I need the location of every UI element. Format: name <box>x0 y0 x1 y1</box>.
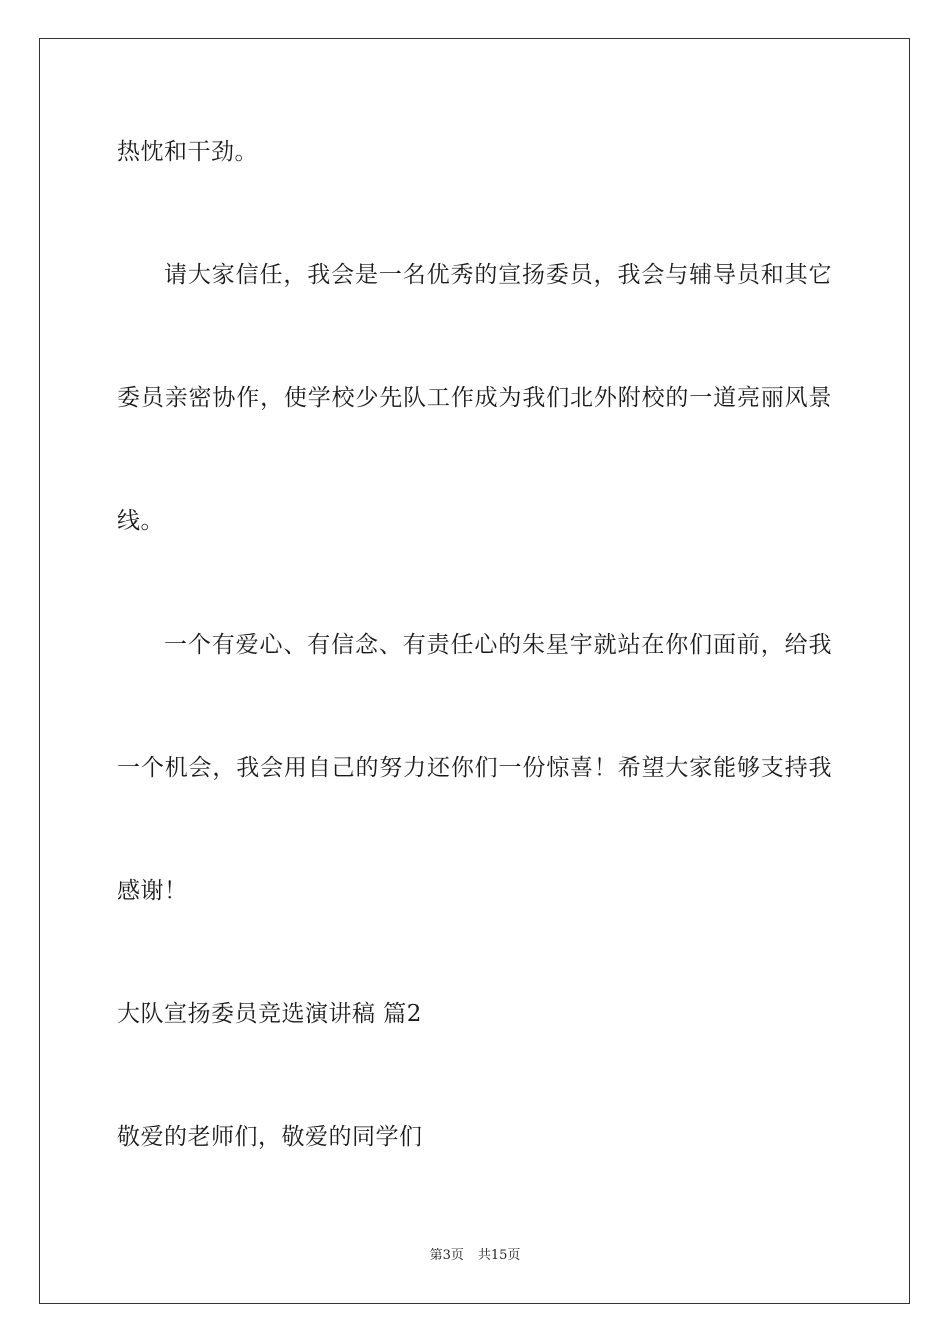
section-heading: 大队宣扬委员竞选演讲稿 篇2 <box>117 1001 422 1027</box>
page-border <box>39 38 910 1304</box>
text-line-2: 请大家信任，我会是一名优秀的宣扬委员，我会与辅导员和其它 <box>164 262 832 288</box>
text-line-6: 一个机会，我会用自己的努力还你们一份惊喜！希望大家能够支持我 <box>117 755 832 781</box>
text-line-7: 感谢！ <box>117 878 188 904</box>
page-number: 第3页 <box>429 1248 464 1263</box>
text-line-5: 一个有爱心、有信念、有责任心的朱星宇就站在你们面前，给我 <box>164 632 832 658</box>
salutation-line: 敬爱的老师们，敬爱的同学们 <box>117 1124 423 1150</box>
total-pages: 共15页 <box>477 1248 521 1263</box>
text-line-1: 热忱和干劲。 <box>117 139 258 165</box>
text-line-3: 委员亲密协作，使学校少先队工作成为我们北外附校的一道亮丽风景 <box>117 385 832 411</box>
text-line-4: 线。 <box>117 508 164 534</box>
page-footer <box>0 1247 950 1265</box>
